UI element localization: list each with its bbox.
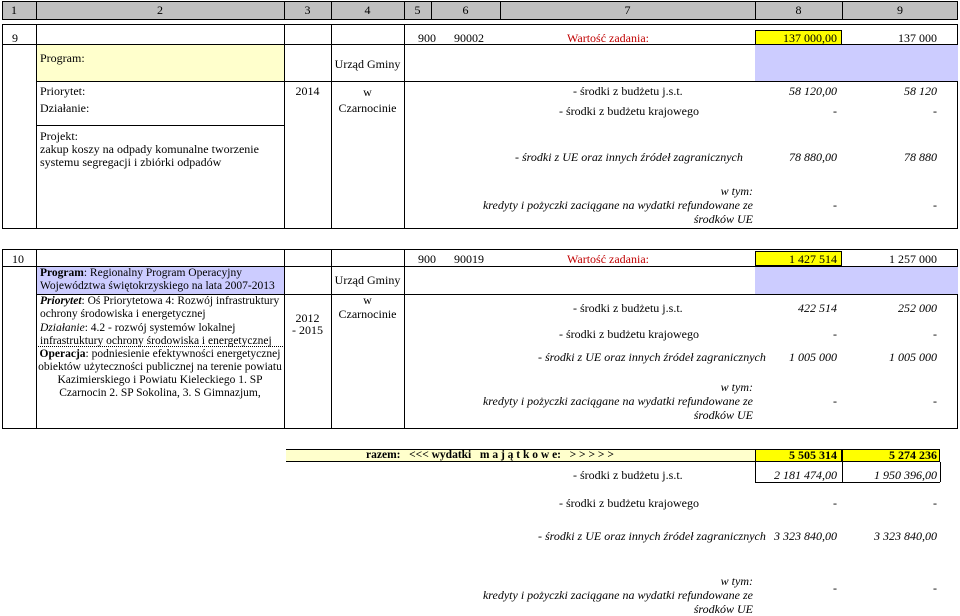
summary-src-jst-9: 1 950 396,00 [874, 468, 937, 482]
row9-src-kredyty: kredyty i pożyczki zaciągane na wydatki refundowane ze środków UE [482, 198, 753, 226]
row10-src-kraj-8: - [833, 327, 837, 341]
row10-src-jst: - środki z budżetu j.s.t. [573, 301, 683, 315]
column-header-8: 8 [795, 3, 802, 17]
summary-src-wtym: w tym: [720, 574, 753, 588]
row10-src-ue: - środki z UE oraz innych źródeł zagranicznych [538, 350, 766, 364]
row9-lp: 9 [12, 31, 18, 45]
row10-unit-line2: w [363, 293, 372, 307]
row9-src-jst-8: 58 120,00 [789, 84, 837, 98]
row9-task-label: Wartość zadania: [567, 31, 649, 45]
row9-unit-line2: w [363, 85, 372, 99]
row10-src-ue-8: 1 005 000 [789, 350, 837, 364]
row10-program-text: : Regionalny Program Operacyjny Województwa świętokrzyskiego na lata 2007-2013 [40, 267, 275, 292]
summary-src-kredyty-9: - [933, 581, 937, 595]
summary-src-jst-8: 2 181 474,00 [774, 468, 837, 482]
row10-priority-label: Priorytet [40, 295, 82, 307]
row10-unit-line1: Urząd Gminy [334, 273, 401, 287]
row10-task-label: Wartość zadania: [567, 252, 649, 266]
row10-src-jst-8: 422 514 [798, 301, 837, 315]
column-header-2: 2 [157, 3, 163, 17]
row10-operation-text: : podniesienie efektywności energetycznej obiektów użyteczności publicznej na terenie powiatu Kazimierskiego i Powiatu Kieleckiego 1. SP Czarnocin 2. SP Sokolina, 3. S Gimnazjum, [38, 348, 282, 399]
row10-priority-text: : Oś Priorytetowa 4: Rozwój infrastruktury ochrony środowiska i energetycznej [40, 295, 280, 320]
summary-src-kredyty-8: - [833, 581, 837, 595]
row10-operation [38, 348, 282, 400]
row10-lp: 10 [12, 252, 24, 266]
row9-task-value-9: 137 000 [898, 31, 937, 45]
summary-src-ue-8: 3 323 840,00 [774, 529, 837, 543]
row9-src-ue: - środki z UE oraz innych źródeł zagranicznych [515, 150, 743, 164]
column-header-4: 4 [364, 3, 371, 17]
row10-lavender-cell [755, 267, 958, 294]
row9-src-jst-9: 58 120 [904, 84, 937, 98]
summary-src-jst: - środki z budżetu j.s.t. [573, 468, 683, 482]
column-header-9: 9 [897, 3, 903, 17]
row10-src-kredyty-8: - [833, 394, 837, 408]
row9-src-jst: - środki z budżetu j.s.t. [573, 84, 683, 98]
row10-priority [40, 295, 280, 321]
row9-src-kredyty-9: - [933, 198, 937, 212]
row10-src-jst-9: 252 000 [898, 301, 937, 315]
summary-total-8: 5 505 314 [789, 448, 837, 462]
summary-src-kraj-8: - [833, 496, 837, 510]
summary-total-9: 5 274 236 [889, 448, 937, 462]
row10-year2: - 2015 [292, 323, 323, 337]
row9-src-kraj-9: - [933, 104, 937, 118]
row9-project-desc: zakup koszy na odpady komunalne tworzenie systemu segregacji i zbiórki odpadów [40, 142, 259, 169]
row10-section: 900 [418, 252, 436, 266]
row10-src-kredyty: kredyty i pożyczki zaciągane na wydatki refundowane ze środków UE [482, 394, 753, 422]
summary-src-kraj: - środki z budżetu krajowego [559, 496, 699, 510]
column-header-7: 7 [624, 3, 631, 17]
summary-src-kraj-9: - [933, 496, 937, 510]
column-header-5: 5 [414, 3, 421, 17]
row9-project-label: Projekt: [40, 129, 78, 143]
row9-year: 2014 [295, 84, 320, 98]
row10-action-text: : 4.2 - rozwój systemów lokalnej infrastruktury ochrony środowiska i energetycznej [40, 322, 272, 347]
row9-unit-line3: Czarnocinie [338, 101, 397, 115]
summary-src-ue: - środki z UE oraz innych źródeł zagranicznych [538, 529, 766, 543]
row9-chapter: 90002 [454, 31, 484, 45]
row10-action-label: Działanie [40, 322, 85, 334]
column-header-6: 6 [462, 3, 469, 17]
row10-src-wtym: w tym: [720, 380, 753, 394]
row9-lavender-cell [755, 45, 958, 81]
row10-action [40, 322, 280, 348]
row10-src-ue-9: 1 005 000 [889, 350, 937, 364]
summary-src-kredyty: kredyty i pożyczki zaciągane na wydatki refundowane ze środków UE [482, 588, 753, 616]
summary-src-ue-9: 3 323 840,00 [874, 529, 937, 543]
row10-program [40, 267, 280, 293]
column-header-1: 1 [11, 3, 17, 17]
row10-year1: 2012 [295, 311, 320, 325]
row9-src-wtym: w tym: [720, 184, 753, 198]
row10-src-kraj-9: - [933, 327, 937, 341]
row9-src-kraj-8: - [833, 104, 837, 118]
row10-task-value-8: 1 427 514 [789, 252, 837, 266]
row10-src-kredyty-9: - [933, 394, 937, 408]
row9-src-kraj: - środki z budżetu krajowego [559, 104, 699, 118]
row9-unit-line1: Urząd Gminy [334, 57, 401, 71]
row9-priority-label: Priorytet: [40, 84, 86, 98]
row9-task-value-8: 137 000,00 [783, 31, 837, 45]
row10-chapter: 90019 [454, 252, 484, 266]
row9-program-label: Program: [40, 51, 85, 65]
row10-program-label: Program [40, 267, 84, 279]
row10-operation-label: Operacja [39, 348, 86, 360]
row10-task-value-9: 1 257 000 [889, 252, 937, 266]
row9-action-label: Działanie: [40, 101, 90, 115]
row9-section: 900 [418, 31, 436, 45]
summary-label: razem: <<< wydatki m a j ą t k o w e: > > > > > [366, 449, 614, 461]
row10-src-kraj: - środki z budżetu krajowego [559, 327, 699, 341]
row9-src-ue-8: 78 880,00 [789, 150, 837, 164]
column-header-3: 3 [304, 3, 311, 17]
row9-src-kredyty-8: - [833, 198, 837, 212]
row9-src-ue-9: 78 880 [904, 150, 937, 164]
row10-unit-line3: Czarnocinie [338, 307, 397, 321]
